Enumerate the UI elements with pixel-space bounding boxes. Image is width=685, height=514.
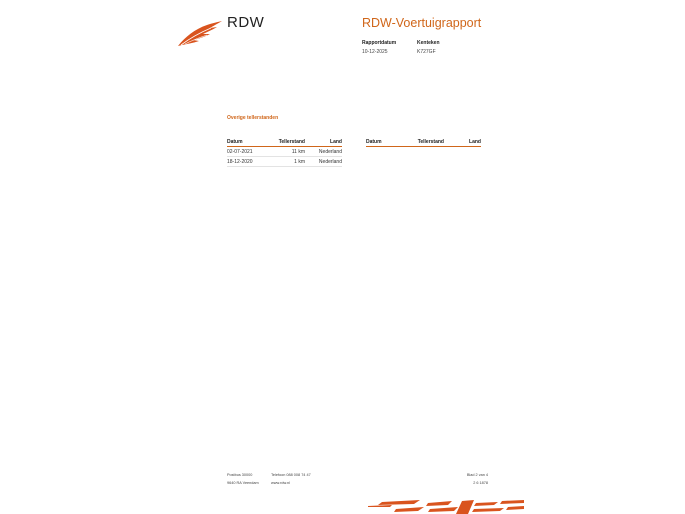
rapportdatum-block [362,40,396,55]
column-header-land: Land [444,138,481,147]
rdw-logo-icon [177,19,223,47]
footer-document-code: 2 6 1878 [473,481,488,485]
column-header-datum: Datum [366,138,410,147]
column-header-datum: Datum [227,138,271,147]
cell-datum: 18-12-2020 [227,157,271,167]
table-row [227,157,342,167]
footer-phone: Telefoon 088 008 74 47 [271,473,311,477]
section-title: Overige tellerstanden [227,115,279,121]
cell-land: Nederland [305,157,342,167]
kenteken-value: K727GF [417,49,436,55]
footer-page-info [440,471,488,487]
decorative-stripes-icon [368,499,524,514]
cell-tellerstand: 11 km [271,147,305,157]
odometer-table-right [366,138,481,147]
column-header-tellerstand: Tellerstand [410,138,444,147]
report-title: RDW-Voertuigrapport [362,16,482,30]
kenteken-block [417,40,440,55]
odometer-table-left [227,138,342,167]
footer-contact [271,471,311,487]
rapportdatum-label: Rapportdatum [362,40,397,46]
table-row [227,147,342,157]
table-header-row [227,138,342,147]
footer-page-number: Blad 2 van 4 [466,473,488,477]
cell-tellerstand: 1 km [271,157,305,167]
cell-land: Nederland [305,147,342,157]
cell-datum: 02-07-2021 [227,147,271,157]
table-header-row [366,138,481,147]
footer-address [227,471,259,487]
brand-name: RDW [227,14,265,31]
footer-website: www.rdw.nl [271,481,290,485]
footer-address-line-2: 9640 RA Veendam [227,481,259,485]
footer-address-line-1: Postbus 30000 [227,473,253,477]
column-header-tellerstand: Tellerstand [271,138,305,147]
kenteken-label: Kenteken [417,40,440,46]
column-header-land: Land [305,138,342,147]
rapportdatum-value: 10-12-2025 [362,49,388,55]
